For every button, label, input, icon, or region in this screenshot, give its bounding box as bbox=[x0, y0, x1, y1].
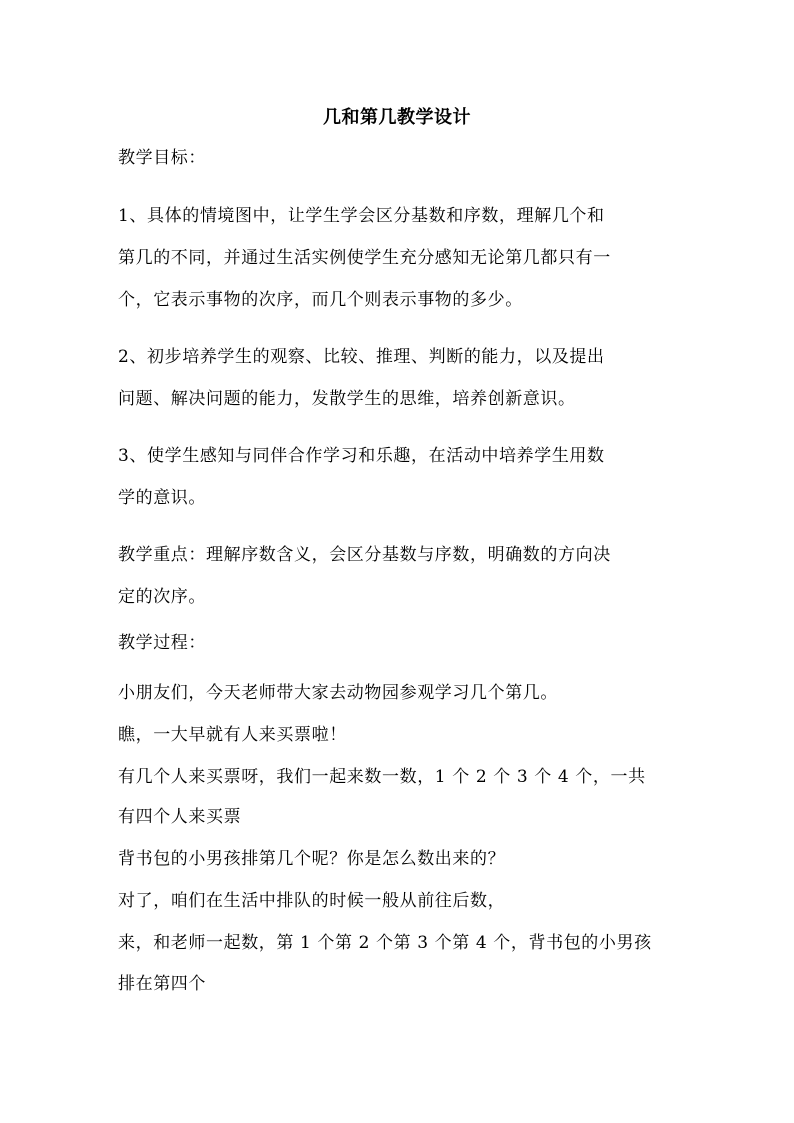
process-line-1: 小朋友们，今天老师带大家去动物园参观学习几个第几。 bbox=[118, 683, 558, 703]
objective-1-line-2: 第几的不同，并通过生活实例使学生充分感知无论第几都只有一 bbox=[118, 248, 611, 268]
objective-2-line-1: 2、初步培养学生的观察、比较、推理、判断的能力，以及提出 bbox=[118, 347, 605, 367]
process-line-3: 有几个人来买票呀，我们一起来数一数，1 个 2 个 3 个 4 个，一共 bbox=[118, 767, 646, 787]
document-title: 几和第几教学设计 bbox=[323, 107, 471, 128]
process-line-5: 背书包的小男孩排第几个呢？你是怎么数出来的？ bbox=[118, 849, 506, 869]
key-point-line-1: 教学重点：理解序数含义，会区分基数与序数，明确数的方向决 bbox=[118, 545, 611, 565]
process-line-6: 对了，咱们在生活中排队的时候一般从前往后数， bbox=[118, 891, 506, 911]
objective-3-line-1: 3、使学生感知与同伴合作学习和乐趣，在活动中培养学生用数 bbox=[118, 446, 605, 466]
objective-3-line-2: 学的意识。 bbox=[118, 488, 206, 508]
process-line-4: 有四个人来买票 bbox=[118, 807, 242, 827]
process-line-7: 来，和老师一起数，第 1 个第 2 个第 3 个第 4 个，背书包的小男孩 bbox=[118, 933, 652, 953]
process-line-8: 排在第四个 bbox=[118, 974, 206, 994]
section-heading-objectives: 教学目标： bbox=[118, 148, 206, 168]
process-line-2: 瞧，一大早就有人来买票啦！ bbox=[118, 725, 347, 745]
objective-1-line-3: 个，它表示事物的次序，而几个则表示事物的多少。 bbox=[118, 290, 523, 310]
section-heading-process: 教学过程： bbox=[118, 633, 206, 653]
key-point-line-2: 定的次序。 bbox=[118, 587, 206, 607]
objective-1-line-1: 1、具体的情境图中，让学生学会区分基数和序数，理解几个和 bbox=[118, 206, 605, 226]
objective-2-line-2: 问题、解决问题的能力，发散学生的思维，培养创新意识。 bbox=[118, 389, 576, 409]
